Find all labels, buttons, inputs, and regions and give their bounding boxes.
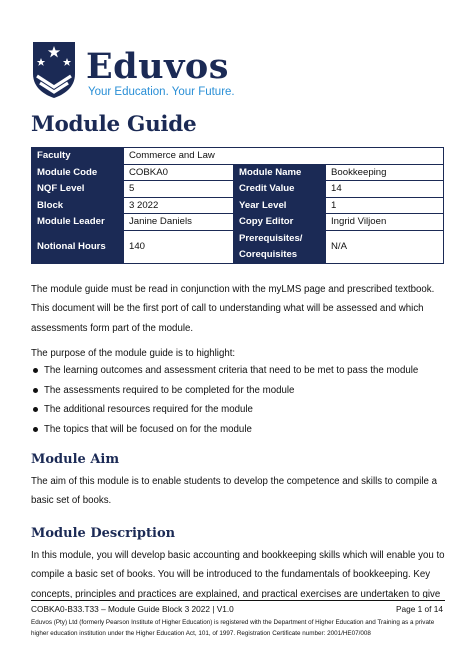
year-level-value: 1 bbox=[326, 197, 444, 214]
module-description-text: In this module, you will develop basic accounting and bookkeeping skills which will enable you to compile a basic set of books. You will be introduced to the fundamentals of bookkeeping. Key concepts, principles and practices are explained, and practical exercises are undertaken to give bbox=[31, 550, 445, 598]
notional-hours-label: Notional Hours bbox=[32, 230, 124, 263]
block-label: Block bbox=[32, 197, 124, 214]
table-row bbox=[32, 148, 444, 165]
prerequisites-value: N/A bbox=[326, 230, 444, 263]
purpose-list bbox=[31, 361, 445, 439]
nqf-level-value: 5 bbox=[124, 181, 234, 198]
module-code-value: COBKA0 bbox=[124, 164, 234, 181]
list-item: The learning outcomes and assessment criteria that need to be met to pass the module bbox=[31, 361, 445, 381]
module-leader-label: Module Leader bbox=[32, 214, 124, 231]
footer-page-number: Page 1 of 14 bbox=[395, 604, 443, 614]
notional-hours-value: 140 bbox=[124, 230, 234, 263]
purpose-paragraph: The purpose of the module guide is to highlight: bbox=[31, 348, 236, 359]
footer-divider bbox=[31, 600, 445, 601]
faculty-label: Faculty bbox=[32, 148, 124, 165]
brand-tagline: Your Education. Your Future. bbox=[88, 86, 235, 98]
copy-editor-label: Copy Editor bbox=[234, 214, 326, 231]
table-row bbox=[32, 214, 444, 231]
module-leader-value: Janine Daniels bbox=[124, 214, 234, 231]
credit-value-value: 14 bbox=[326, 181, 444, 198]
nqf-level-label: NQF Level bbox=[32, 181, 124, 198]
list-item: The additional resources required for the module bbox=[31, 400, 445, 420]
copy-editor-value: Ingrid Viljoen bbox=[326, 214, 444, 231]
table-row bbox=[32, 164, 444, 181]
faculty-value: Commerce and Law bbox=[124, 148, 444, 165]
credit-value-label: Credit Value bbox=[234, 181, 326, 198]
module-aim-heading: Module Aim bbox=[31, 452, 120, 467]
year-level-label: Year Level bbox=[234, 197, 326, 214]
module-name-value: Bookkeeping bbox=[326, 164, 444, 181]
footer-document-ref: COBKA0-B33.T33 – Module Guide Block 3 2022 | V1.0 bbox=[31, 604, 234, 614]
module-name-label: Module Name bbox=[234, 164, 326, 181]
prerequisites-label bbox=[234, 230, 326, 263]
footer-registration-note: Eduvos (Pty) Ltd (formerly Pearson Institute of Higher Education) is registered with the Department of Higher Education and Training as a private higher education institution under the Higher Education Act, 101, of 1997. Registration Certificate number: 2001/HE07/008 bbox=[31, 619, 435, 637]
prerequisites-label-line1: Prerequisites/ bbox=[239, 232, 303, 244]
eduvos-shield-logo bbox=[31, 40, 77, 100]
table-row bbox=[32, 230, 444, 263]
table-row bbox=[32, 181, 444, 198]
table-row bbox=[32, 197, 444, 214]
list-item: The topics that will be focused on for the module bbox=[31, 420, 445, 440]
intro-paragraph: The module guide must be read in conjunction with the myLMS page and prescribed textbook. This document will be the first port of call to understanding what will be assessed and which assessments form part of the module. bbox=[31, 284, 435, 334]
module-info-table bbox=[31, 147, 444, 264]
brand-name: Eduvos bbox=[86, 46, 229, 87]
module-description-heading: Module Description bbox=[31, 526, 176, 541]
prerequisites-label-line2: Corequisites bbox=[239, 248, 298, 260]
module-code-label: Module Code bbox=[32, 164, 124, 181]
page-title: Module Guide bbox=[31, 112, 197, 137]
block-value: 3 2022 bbox=[124, 197, 234, 214]
list-item: The assessments required to be completed for the module bbox=[31, 381, 445, 401]
module-aim-text: The aim of this module is to enable students to develop the competence and skills to compile a basic set of books. bbox=[31, 476, 438, 507]
